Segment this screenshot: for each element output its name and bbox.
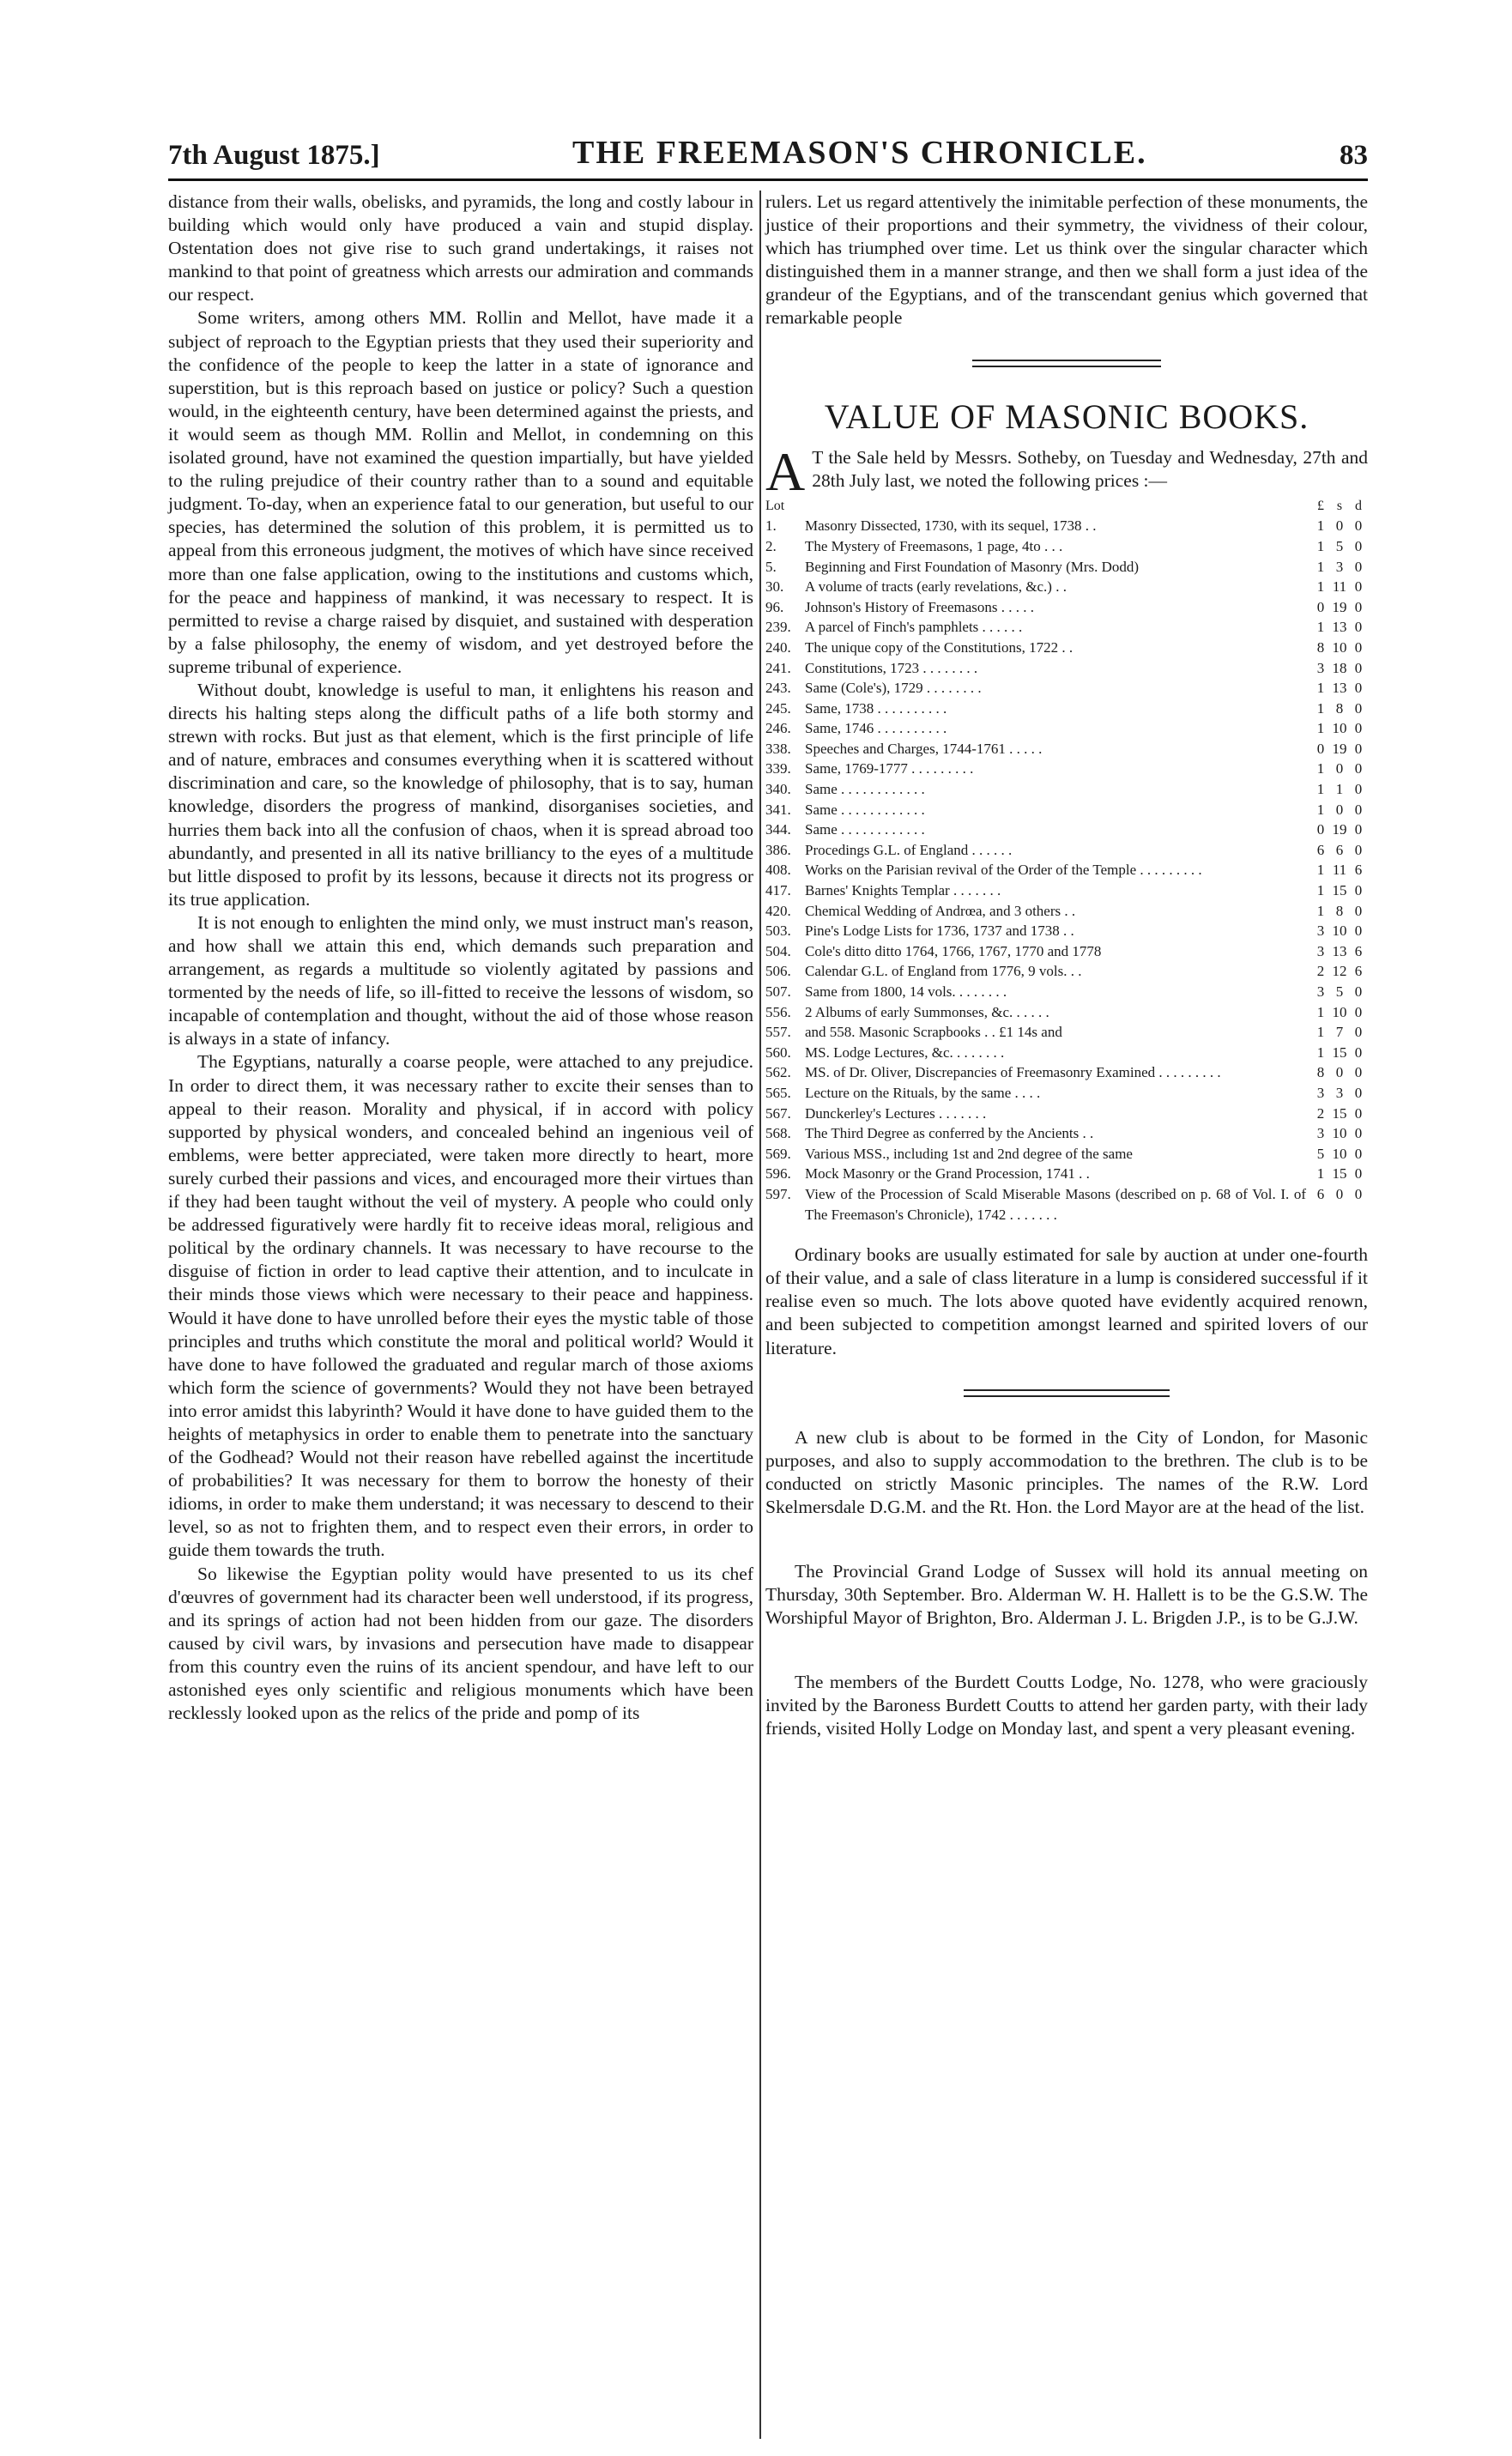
lot-pence: 0: [1354, 821, 1363, 838]
table-row: [765, 759, 1368, 779]
lot-number: 339.: [765, 760, 791, 777]
lot-pounds: 3: [1316, 983, 1325, 1000]
lot-pounds: 0: [1316, 598, 1325, 615]
table-row: [765, 880, 1368, 901]
lot-pence: 0: [1354, 760, 1363, 777]
lot-pounds: 6: [1316, 1185, 1325, 1202]
lot-pence: 0: [1354, 740, 1363, 757]
table-row: [765, 597, 1368, 618]
lot-pounds: 1: [1316, 1003, 1325, 1020]
table-row: [765, 557, 1368, 578]
lot-number: 341.: [765, 801, 791, 818]
lot-pence: 6: [1354, 942, 1363, 959]
lot-number: 420.: [765, 902, 791, 919]
table-row: [765, 860, 1368, 880]
lot-description: Pine's Lodge Lists for 1736, 1737 and 1738 . .: [805, 923, 1074, 940]
lot-number: 565.: [765, 1084, 791, 1101]
lot-shillings: 11: [1332, 862, 1347, 879]
lot-number: 560.: [765, 1043, 791, 1061]
lot-shillings: 1: [1335, 781, 1344, 798]
lot-number: 386.: [765, 841, 791, 858]
lot-description: Chemical Wedding of Andrœa, and 3 others . .: [805, 902, 1076, 919]
lot-description: Johnson's History of Freemasons . . . . .: [805, 598, 1035, 615]
lot-shillings: 11: [1332, 578, 1347, 596]
lot-pounds: 0: [1316, 821, 1325, 838]
notice-paragraph: The members of the Burdett Coutts Lodge, No. 1278, who were graciously invited by the Baroness Burdett Coutts to attend her garden party, with their lady friends, visited Holly Lodge on Monday last, and spent a very pleasant evening.: [765, 1672, 1368, 1739]
lot-pounds: 1: [1316, 680, 1325, 697]
lot-pence: 0: [1354, 983, 1363, 1000]
lot-pounds: 1: [1316, 902, 1325, 919]
section-separator: [964, 1389, 1170, 1397]
table-row: [765, 982, 1368, 1002]
lot-pence: 6: [1354, 963, 1363, 980]
lot-description: Speeches and Charges, 1744-1761 . . . . .: [805, 740, 1043, 757]
table-row: [765, 1002, 1368, 1023]
lot-pounds: 1: [1316, 801, 1325, 818]
lot-number: 246.: [765, 720, 791, 737]
table-row: [765, 1062, 1368, 1083]
lot-shillings: 15: [1332, 1043, 1347, 1061]
lot-number: 507.: [765, 983, 791, 1000]
lot-description: Same . . . . . . . . . . . .: [805, 801, 925, 818]
lot-pence: 0: [1354, 720, 1363, 737]
lot-pounds: 1: [1316, 1165, 1325, 1183]
lot-pence: 0: [1354, 801, 1363, 818]
lot-description: Masonry Dissected, 1730, with its sequel, 1738 . .: [805, 517, 1097, 535]
lot-pence: 0: [1354, 1185, 1363, 1202]
lot-pence: 0: [1354, 699, 1363, 717]
lot-shillings: 10: [1332, 638, 1347, 656]
article-paragraph: Some writers, among others MM. Rollin and Mellot, have made it a subject of reproach to the Egyptian priests that they used their superiority and the confidence of the people to keep the latter in a state of ignorance and superstition, but is this reproach based on justice or policy? Such a question would, in the eighteenth century, have been determined against the priests, and it would seem as though MM. Rollin and Mellot, in condemning on this isolated ground, have not examined the question impartially, but have yielded to the ruling prejudice of their country rather than to a sound and equitable judgment. To-day, when an experience fatal to our generation, but useful to our species, has determined the solution of this problem, it is permitted us to appeal from this erroneous judgment, the motives of which have since received more than one false application, owing to the institutions and customs which, for the peace and happiness of mankind, it was necessary to respect. It is permitted to revise a charge raised by disquiet, and sustained with desperation by a false philosophy, the enemy of wisdom, and yet destroyed before the supreme tribunal of experience.: [168, 307, 753, 677]
section-separator: [972, 360, 1161, 367]
lot-description: Mock Masonry or the Grand Procession, 1741 . .: [805, 1165, 1090, 1183]
lot-shillings: 8: [1335, 699, 1344, 717]
lot-pence: 0: [1354, 882, 1363, 899]
article-paragraph: The Egyptians, naturally a coarse people, were attached to any prejudice. In order to direct them, it was necessary rather to excite their senses than to appeal to their reason. Morality and physical, if in accord with policy supported by physical wonders, and concealed behind an ingenious veil of emblems, were better appreciated, were taken more directly to heart, more surely curbed their passions and vices, and encouraged more their virtues than if they had been taught without the veil of mystery. A people who could only be addressed figuratively were hardly fit to receive ideas moral, religious and political by the ordinary channels. It was necessary to have recourse to the disguise of fiction in order to lead captive their attention, and to inculcate in their minds those views which were necessary to their peace and happiness. Would it have done to have unrolled before their eyes the mystic table of those principles and truths which constitute the moral and political world? Would it have done to have followed the graduated and regular march of those axioms which form the science of governments? Would they not have been betrayed into error amidst this labyrinth? Would it have done to have guided them to the heights of metaphysics in order to enable them to penetrate into the sanctuary of the Godhead? Would not their reason have rebelled against the incertitude of probabilities? It was necessary for them to borrow the honesty of their idioms, in order to make them understand; it was necessary to descend to their level, so as not to frighten them, and to respect even their errors, in order to guide them towards the truth.: [168, 1051, 753, 1561]
left-column: [168, 191, 753, 1725]
pence-header: d: [1355, 498, 1362, 513]
pounds-header: £: [1317, 498, 1324, 513]
table-row: [765, 577, 1368, 597]
lot-pence: 0: [1354, 1024, 1363, 1041]
lot-description: Same, 1769-1777 . . . . . . . . .: [805, 760, 974, 777]
table-row: [765, 820, 1368, 840]
table-row: [765, 739, 1368, 759]
table-row: [765, 901, 1368, 922]
lot-shillings: 19: [1332, 740, 1347, 757]
table-row: [765, 1123, 1368, 1144]
lot-shillings: 19: [1332, 598, 1347, 615]
lot-number: 417.: [765, 882, 791, 899]
masthead-rule: [168, 178, 1368, 181]
lot-pounds: 8: [1316, 1064, 1325, 1081]
table-row: [765, 1104, 1368, 1124]
lot-pounds: 2: [1316, 1104, 1325, 1122]
lot-pounds: 1: [1316, 578, 1325, 596]
lot-number: 340.: [765, 781, 791, 798]
lot-number: 241.: [765, 659, 791, 676]
lot-pounds: 1: [1316, 619, 1325, 636]
table-row: [765, 1022, 1368, 1043]
table-row: [765, 516, 1368, 536]
lot-pence: 0: [1354, 1125, 1363, 1142]
lot-pounds: 1: [1316, 781, 1325, 798]
lot-pounds: 5: [1316, 1145, 1325, 1162]
lot-pounds: 1: [1316, 558, 1325, 575]
notice-paragraph: The Provincial Grand Lodge of Sussex will hold its annual meeting on Thursday, 30th September. Bro. Alderman W. H. Hallett is to be the G.S.W. The Worshipful Mayor of Brighton, Bro. Alderman J. L. Brigden J.P., is to be G.J.W.: [765, 1560, 1368, 1629]
lot-pounds: 3: [1316, 1125, 1325, 1142]
lot-pounds: 1: [1316, 537, 1325, 554]
lot-shillings: 12: [1332, 963, 1347, 980]
lot-pence: 0: [1354, 1165, 1363, 1183]
lot-shillings: 3: [1335, 1084, 1344, 1101]
lot-pounds: 3: [1316, 923, 1325, 940]
lot-shillings: 10: [1332, 720, 1347, 737]
lot-description: Same, 1738 . . . . . . . . . .: [805, 699, 947, 717]
lot-description: Constitutions, 1723 . . . . . . . .: [805, 659, 978, 676]
table-row: [765, 779, 1368, 800]
page-number: 83: [1339, 140, 1368, 171]
lot-shillings: 15: [1332, 1104, 1347, 1122]
lot-number: 96.: [765, 598, 784, 615]
lot-shillings: 10: [1332, 1145, 1347, 1162]
lot-description: The Mystery of Freemasons, 1 page, 4to . . .: [805, 537, 1063, 554]
lot-pounds: 2: [1316, 963, 1325, 980]
lot-description: Works on the Parisian revival of the Order of the Temple . . . . . . . . .: [805, 862, 1202, 879]
lot-pounds: 8: [1316, 638, 1325, 656]
lot-pence: 0: [1354, 902, 1363, 919]
lot-pounds: 1: [1316, 1043, 1325, 1061]
lot-description: A parcel of Finch's pamphlets . . . . . .: [805, 619, 1023, 636]
table-row: [765, 800, 1368, 820]
table-row: [765, 1083, 1368, 1104]
lot-description: MS. of Dr. Oliver, Discrepancies of Freemasonry Examined . . . . . . . . .: [805, 1064, 1221, 1081]
lot-number: 504.: [765, 942, 791, 959]
lot-description: Procedings G.L. of England . . . . . .: [805, 841, 1013, 858]
lot-description: Beginning and First Foundation of Masonry (Mrs. Dodd): [805, 558, 1140, 575]
lot-pence: 0: [1354, 1064, 1363, 1081]
lot-shillings: 0: [1335, 1185, 1344, 1202]
lot-number: 557.: [765, 1024, 791, 1041]
lot-number: 240.: [765, 638, 791, 656]
lot-shillings: 10: [1332, 1125, 1347, 1142]
table-row: [765, 617, 1368, 638]
article-paragraph: rulers. Let us regard attentively the inimitable perfection of these monuments, the justice of their proportions and their symmetry, the vividness of their colour, which has triumphed over time. Let us think over the singular character which distinguished them in a manner strange, and then we shall form a just idea of the grandeur of the Egyptians, and of the transcendant genius which governed that remarkable people: [765, 191, 1368, 329]
lot-number: 338.: [765, 740, 791, 757]
lot-pence: 0: [1354, 781, 1363, 798]
lot-shillings: 7: [1335, 1024, 1344, 1041]
lot-number: 30.: [765, 578, 784, 596]
column-divider: [759, 191, 761, 2439]
lot-pounds: 1: [1316, 517, 1325, 535]
lot-shillings: 0: [1335, 517, 1344, 535]
lot-number: 556.: [765, 1003, 791, 1020]
lot-number: 597.: [765, 1185, 791, 1202]
lot-pence: 0: [1354, 659, 1363, 676]
lot-pounds: 1: [1316, 1024, 1325, 1041]
lot-description: Cole's ditto ditto 1764, 1766, 1767, 1770 and 1778: [805, 942, 1102, 959]
lot-shillings: 5: [1335, 983, 1344, 1000]
lot-shillings: 3: [1335, 558, 1344, 575]
lot-pounds: 6: [1316, 841, 1325, 858]
issue-date: 7th August 1875.]: [168, 140, 380, 171]
lot-number: 5.: [765, 558, 777, 575]
lot-shillings: 0: [1335, 1064, 1344, 1081]
table-row: [765, 536, 1368, 557]
lot-pence: 0: [1354, 619, 1363, 636]
lot-shillings: 0: [1335, 801, 1344, 818]
lot-shillings: 0: [1335, 760, 1344, 777]
lot-number: 408.: [765, 862, 791, 879]
lot-shillings: 18: [1332, 659, 1347, 676]
lot-pence: 0: [1354, 578, 1363, 596]
lot-pounds: 0: [1316, 740, 1325, 757]
lot-shillings: 5: [1335, 537, 1344, 554]
lot-pounds: 1: [1316, 862, 1325, 879]
lot-number: 239.: [765, 619, 791, 636]
lot-shillings: 10: [1332, 1003, 1347, 1020]
lot-pence: 0: [1354, 1043, 1363, 1061]
lot-description: MS. Lodge Lectures, &c. . . . . . . .: [805, 1043, 1005, 1061]
notice-paragraph: A new club is about to be formed in the City of London, for Masonic purposes, and also to supply accommodation to the brethren. The club is to be conducted on strictly Masonic principles. The names of the R.W. Lord Skelmersdale D.G.M. and the Rt. Hon. the Lord Mayor are at the head of the list.: [765, 1426, 1368, 1517]
table-row: [765, 699, 1368, 719]
lot-pence: 0: [1354, 1003, 1363, 1020]
lot-description: Same, 1746 . . . . . . . . . .: [805, 720, 947, 737]
lot-number: 506.: [765, 963, 791, 980]
lot-number: 1.: [765, 517, 777, 535]
table-row: [765, 961, 1368, 982]
lot-pounds: 1: [1316, 699, 1325, 717]
lot-shillings: 6: [1335, 841, 1344, 858]
lot-description: Lecture on the Rituals, by the same . . . .: [805, 1084, 1041, 1101]
lot-description: Same (Cole's), 1729 . . . . . . . .: [805, 680, 982, 697]
lot-description: Barnes' Knights Templar . . . . . . .: [805, 882, 1001, 899]
article-paragraph: So likewise the Egyptian polity would have presented to us its chef d'œuvres of government had its character been well understood, if its progress, and its springs of action had not been hidden from our gaze. The disorders caused by civil wars, by invasions and persecution have made to disappear from this country even the ruins of its ancient spendour, and have left to our astonished eyes only scientific and religious monuments which have been recklessly looked upon as the relics of the pride and pomp of its: [168, 1563, 753, 1724]
section-intro-text: T the Sale held by Messrs. Sotheby, on Tuesday and Wednesday, 27th and 28th July last, we noted the following prices :—: [812, 446, 1368, 491]
lots-table-header: [765, 496, 1368, 517]
table-row: [765, 840, 1368, 861]
table-row: [765, 1144, 1368, 1164]
lot-pounds: 1: [1316, 720, 1325, 737]
table-row: [765, 1043, 1368, 1063]
lot-pence: 0: [1354, 537, 1363, 554]
shillings-header: s: [1336, 498, 1343, 513]
lot-shillings: 15: [1332, 882, 1347, 899]
table-row: [765, 1184, 1368, 1225]
lot-description: Same . . . . . . . . . . . .: [805, 781, 925, 798]
article-paragraph: Ordinary books are usually estimated for sale by auction at under one-fourth of their value, and a sale of class literature in a lump is considered successful if it realise even so much. The lots above quoted have evidently acquired renown, and been subjected to competition amongst learned and spirited lovers of our literature.: [765, 1244, 1368, 1358]
lot-description: Dunckerley's Lectures . . . . . . .: [805, 1104, 987, 1122]
masthead: [168, 120, 1368, 172]
lot-shillings: 13: [1332, 680, 1347, 697]
lot-pence: 0: [1354, 517, 1363, 535]
section-title: VALUE OF MASONIC BOOKS.: [824, 396, 1309, 436]
lot-pence: 0: [1354, 558, 1363, 575]
lot-description: 2 Albums of early Summonses, &c. . . . . .: [805, 1003, 1049, 1020]
lot-pence: 0: [1354, 680, 1363, 697]
article-paragraph: Without doubt, knowledge is useful to man, it enlightens his reason and directs his halting steps along the difficult paths of a life both stormy and strewn with rocks. But just as that element, which is the first principle of life and of nature, embraces and consumes everything when it is scattered without discrimination and care, so the knowledge of philosophy, that is to say, human knowledge, disorders the progress of mankind, disorganises societies, and hurries them back into all the confusion of chaos, when it is spread abroad too abundantly, and presented in all its native brilliancy to the eyes of a multitude but little disposed to profit by its lessons, because it directs not its progress or its true application.: [168, 679, 753, 910]
lot-pounds: 3: [1316, 942, 1325, 959]
lot-pence: 0: [1354, 598, 1363, 615]
lot-shillings: 8: [1335, 902, 1344, 919]
lot-number: 562.: [765, 1064, 791, 1081]
lots-table: [765, 496, 1368, 1225]
lot-number: 344.: [765, 821, 791, 838]
lot-pounds: 1: [1316, 760, 1325, 777]
lot-pence: 6: [1354, 862, 1363, 879]
lot-pence: 0: [1354, 923, 1363, 940]
lot-number: 567.: [765, 1104, 791, 1122]
lot-description: Same . . . . . . . . . . . .: [805, 821, 925, 838]
lot-pounds: 3: [1316, 659, 1325, 676]
lot-shillings: 10: [1332, 923, 1347, 940]
lot-number: 2.: [765, 537, 777, 554]
table-row: [765, 658, 1368, 679]
lot-description: View of the Procession of Scald Miserable Masons (described on p. 68 of Vol. I. of The Freemason's Chronicle), 1742 . . . . . . .: [805, 1185, 1306, 1223]
table-row: [765, 921, 1368, 941]
article-paragraph: distance from their walls, obelisks, and pyramids, the long and costly labour in building which would only have produced a vain and stupid display. Ostentation does not give rise to such grand undertakings, it raises not mankind to that point of greatness which arrests our admiration and commands our respect.: [168, 191, 753, 305]
table-row: [765, 718, 1368, 739]
lot-shillings: 15: [1332, 1165, 1347, 1183]
table-row: [765, 678, 1368, 699]
lot-pence: 0: [1354, 1104, 1363, 1122]
lot-description: Same from 1800, 14 vols. . . . . . . .: [805, 983, 1007, 1000]
lot-number: 569.: [765, 1145, 791, 1162]
lot-pence: 0: [1354, 1084, 1363, 1101]
lot-description: The unique copy of the Constitutions, 1722 . .: [805, 638, 1074, 656]
lot-pounds: 3: [1316, 1084, 1325, 1101]
lot-number: 243.: [765, 680, 791, 697]
right-column: [765, 191, 1368, 1741]
lot-shillings: 13: [1332, 942, 1347, 959]
lot-header: Lot: [765, 498, 785, 513]
lot-number: 568.: [765, 1125, 791, 1142]
table-row: [765, 1164, 1368, 1184]
lot-pence: 0: [1354, 1145, 1363, 1162]
lot-description: Calendar G.L. of England from 1776, 9 vols. . .: [805, 963, 1082, 980]
lot-number: 596.: [765, 1165, 791, 1183]
lot-description: and 558. Masonic Scrapbooks . . £1 14s and: [805, 1024, 1062, 1041]
table-row: [765, 941, 1368, 962]
article-paragraph: It is not enough to enlighten the mind only, we must instruct man's reason, and how shall we attain this end, which demands such preparation and arrangement, as regards a multitude so violently agitated by passions and tormented by the needs of life, so ill-fitted to receive the lessons of wisdom, so incapable of contemplation and thought, without the aid of those whose reason is always in a state of infancy.: [168, 911, 753, 1050]
drop-cap: A: [765, 440, 806, 502]
lot-description: A volume of tracts (early revelations, &c.) . .: [805, 578, 1067, 596]
lot-number: 245.: [765, 699, 791, 717]
publication-title: THE FREEMASON'S CHRONICLE.: [572, 135, 1147, 171]
lot-number: 503.: [765, 923, 791, 940]
section-intro: [765, 440, 1368, 502]
lot-shillings: 13: [1332, 619, 1347, 636]
lot-pounds: 1: [1316, 882, 1325, 899]
lot-description: Various MSS., including 1st and 2nd degree of the same: [805, 1145, 1133, 1162]
lot-shillings: 19: [1332, 821, 1347, 838]
lot-pence: 0: [1354, 638, 1363, 656]
lot-description: The Third Degree as conferred by the Ancients . .: [805, 1125, 1094, 1142]
lot-pence: 0: [1354, 841, 1363, 858]
table-row: [765, 638, 1368, 658]
